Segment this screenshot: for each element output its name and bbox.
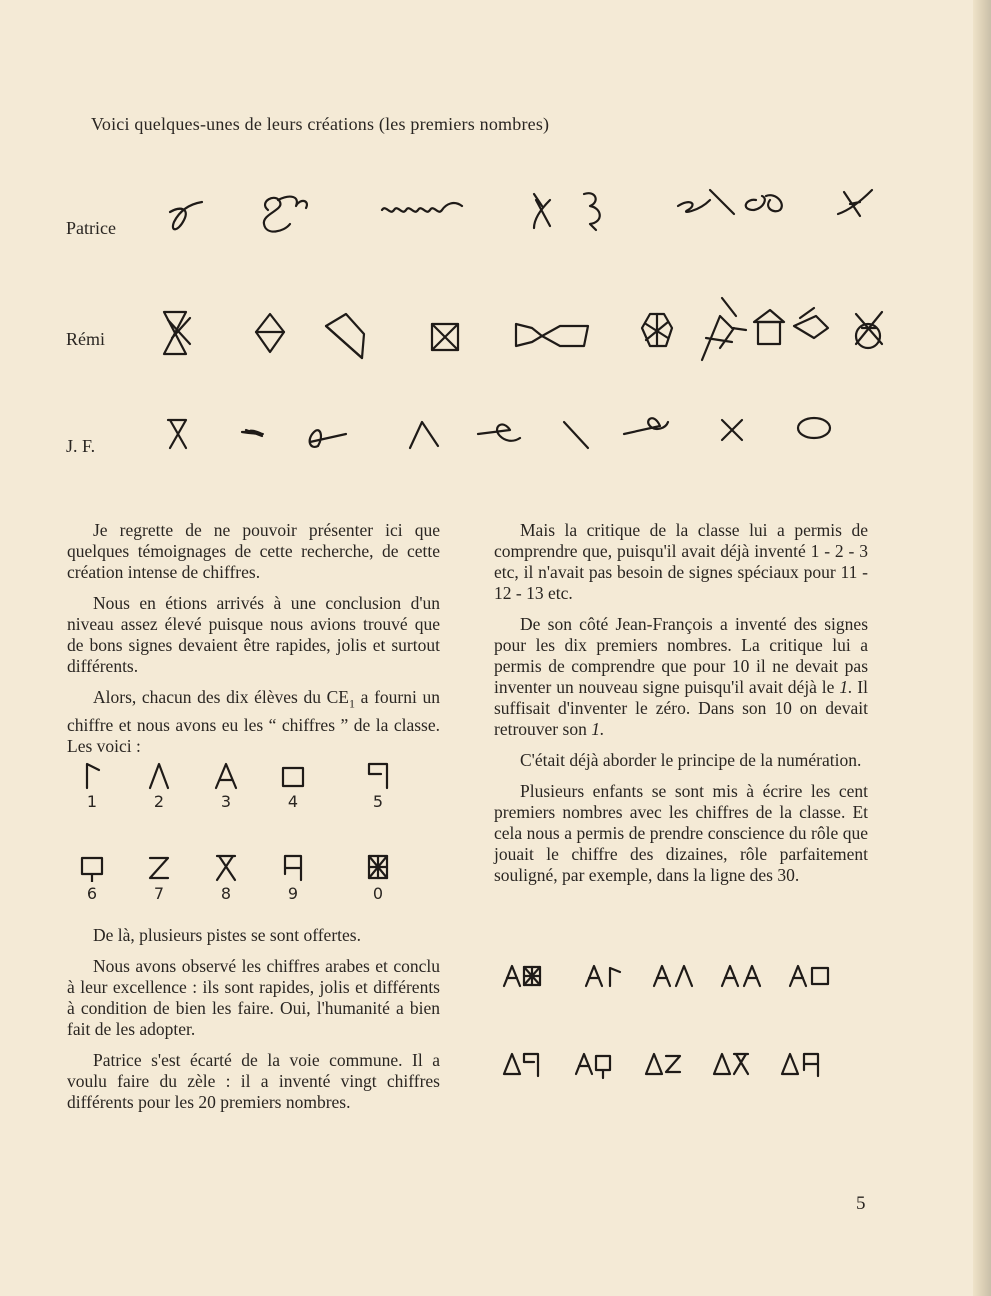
thirties-row-1-glyphs <box>494 958 874 998</box>
left-column <box>67 520 440 757</box>
class-digit-2-glyph <box>144 760 174 790</box>
thirties-row-2 <box>494 1046 874 1096</box>
patrice-signs <box>150 170 910 250</box>
italic-one-a: 1. <box>839 677 853 697</box>
class-digit-0 <box>353 852 403 903</box>
class-digit-6 <box>67 852 117 903</box>
left-paragraph-3 <box>67 687 440 757</box>
class-digits-row-1 <box>67 760 407 820</box>
right-paragraph-4: Plusieurs enfants se sont mis à écrire les cent premiers nombres avec les chiffres de la classe. Et cela nous a permis de prendre conscience du rôle que jouait le chiffre des dizaines, rôle parfaitement souligné, par exemple, dans la ligne des 30. <box>494 781 868 885</box>
class-digit-1-glyph <box>77 760 107 790</box>
class-digit-3-glyph <box>211 760 241 790</box>
class-digit-8-glyph <box>211 852 241 882</box>
class-digit-7-glyph <box>144 852 174 882</box>
class-digit-4 <box>268 760 318 811</box>
page-number: 5 <box>856 1193 866 1214</box>
left-paragraph-1: Je regrette de ne pouvoir présenter ici que quelques témoignages de cette recherche, de cette création intense de chiffres. <box>67 520 440 582</box>
class-digits-row-2 <box>67 852 407 912</box>
digit-label-4: 4 <box>287 792 299 811</box>
thirties-row-2-glyphs <box>494 1046 874 1086</box>
remi-signs <box>150 288 910 368</box>
class-digit-8 <box>201 852 251 903</box>
digit-label-6: 6 <box>86 884 98 903</box>
jf-signs <box>150 398 910 478</box>
row-label-remi: Rémi <box>66 329 105 349</box>
row-label-jf: J. F. <box>66 436 96 456</box>
row-label-patrice: Patrice <box>66 218 116 238</box>
left-paragraph-3-end: a fourni un chiffre et nous avons eu les “ chiffres ” de la classe. Les voici : <box>67 687 440 756</box>
intro-line: Voici quelques-unes de leurs créations (les premiers nombres) <box>91 114 550 134</box>
class-digit-3 <box>201 760 251 811</box>
digit-label-2: 2 <box>153 792 165 811</box>
right-paragraph-2 <box>494 614 868 740</box>
patrice-handwritten-signs <box>150 170 910 250</box>
left-column-lower <box>67 925 440 1123</box>
class-digit-1 <box>67 760 117 811</box>
class-digit-0-glyph <box>363 852 393 882</box>
right-column <box>494 520 868 896</box>
digit-label-7: 7 <box>153 884 165 903</box>
digit-label-3: 3 <box>220 792 232 811</box>
left-paragraph-2: Nous en étions arrivés à une conclusion d'un niveau assez élevé puisque nous avions trouvé que de bons signes devaient être rapides, jolis et surtout différents. <box>67 593 440 676</box>
left-paragraph-5: Nous avons observé les chiffres arabes et conclu à leur excellence : ils sont rapides, jolis et différents à condition de bien les faire. Oui, l'humanité a bien fait de les adopter. <box>67 956 440 1039</box>
class-digit-9-glyph <box>278 852 308 882</box>
jf-handwritten-signs <box>150 398 910 478</box>
class-digit-6-glyph <box>77 852 107 882</box>
left-paragraph-4: De là, plusieurs pistes se sont offertes. <box>93 925 361 945</box>
class-digit-5 <box>353 760 403 811</box>
right-paragraph-3: C'était déjà aborder le principe de la numération. <box>520 750 862 770</box>
italic-one-b: 1. <box>591 719 605 739</box>
page-edge <box>973 0 991 1296</box>
right-paragraph-2-middle: Il suffisait d'inventer le zéro. Dans son 10 on devait retrouver son <box>494 677 868 739</box>
right-paragraph-2-start: De son côté Jean-François a inventé des signes pour les dix premiers nombres. La critique lui a permis de comprendre que pour 10 il ne devait pas inventer un nouveau signe puisqu'il avait déjà le <box>494 614 868 697</box>
digit-label-1: 1 <box>86 792 98 811</box>
digit-label-9: 9 <box>287 884 299 903</box>
class-digit-5-glyph <box>363 760 393 790</box>
thirties-row-1 <box>494 958 874 1008</box>
digit-label-8: 8 <box>220 884 232 903</box>
digit-label-0: 0 <box>372 884 384 903</box>
left-paragraph-3-start: Alors, chacun des dix élèves du CE <box>93 687 349 707</box>
remi-handwritten-signs <box>150 288 910 368</box>
left-paragraph-6: Patrice s'est écarté de la voie commune. Il a voulu faire du zèle : il a inventé vingt chiffres différents pour les 20 premiers nombres. <box>67 1050 440 1112</box>
ce1-subscript: 1 <box>349 696 355 711</box>
class-digit-9 <box>268 852 318 903</box>
class-digit-2 <box>134 760 184 811</box>
digit-label-5: 5 <box>372 792 384 811</box>
right-paragraph-1: Mais la critique de la classe lui a permis de comprendre que, puisqu'il avait déjà inventé 1 - 2 - 3 etc, il n'avait pas besoin de signes spéciaux pour 11 - 12 - 13 etc. <box>494 520 868 603</box>
class-digit-7 <box>134 852 184 903</box>
class-digit-4-glyph <box>278 760 308 790</box>
